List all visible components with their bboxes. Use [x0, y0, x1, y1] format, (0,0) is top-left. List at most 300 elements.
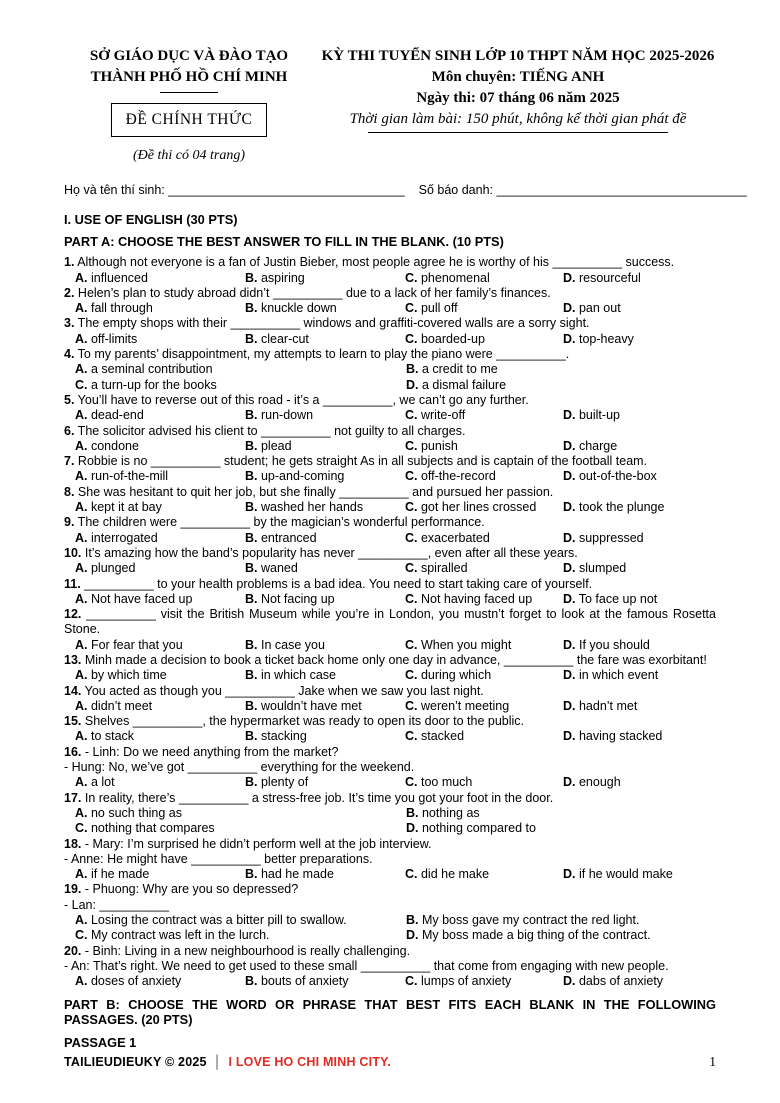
answer-option [245, 301, 405, 316]
footer-slogan: I LOVE HO CHI MINH CITY. [228, 1055, 391, 1069]
question-item [64, 485, 716, 516]
answer-option [563, 668, 716, 683]
option-text: nothing as [418, 805, 480, 820]
question-item [64, 515, 716, 546]
question-stem-text: __________ visit the British Museum while you’re in London, you mustn’t forget to look at the famous Rosetta Stone. [64, 607, 716, 637]
option-letter: A. [75, 591, 88, 606]
answer-option [406, 821, 716, 836]
answer-option [75, 729, 245, 744]
option-letter: C. [405, 974, 418, 989]
option-letter: C. [405, 438, 418, 453]
answer-option [405, 867, 563, 882]
option-letter: B. [245, 775, 258, 790]
option-text: a turn-up for the books [87, 377, 217, 392]
answer-option [405, 974, 563, 989]
question-number: 7. [64, 454, 75, 469]
answer-option [406, 362, 716, 377]
question-stem-text: Helen’s plan to study abroad didn’t __________ due to a lack of her family’s finances. [74, 285, 551, 300]
option-text: took the plunge [575, 500, 665, 515]
answer-option [406, 913, 716, 928]
answer-option [75, 301, 245, 316]
question-number: 16. [64, 744, 82, 759]
option-letter: C. [405, 561, 418, 576]
authority-line1: SỞ GIÁO DỤC VÀ ĐÀO TẠO [89, 48, 289, 64]
answer-option [406, 378, 716, 393]
option-text: plenty of [257, 775, 309, 790]
option-text: charge [575, 438, 618, 453]
footer-brand: TAILIEUDIEUKY © 2025 [64, 1055, 207, 1069]
question-number: 12. [64, 607, 82, 622]
option-letter: B. [245, 637, 258, 652]
answer-option [563, 561, 716, 576]
option-text: run-down [257, 408, 314, 423]
option-text: My boss made a big thing of the contract. [418, 928, 651, 943]
option-text: to stack [87, 729, 135, 744]
option-text: exacerbated [417, 530, 490, 545]
question-item [64, 454, 716, 485]
answer-option [563, 439, 716, 454]
exam-subject: Môn chuyên: TIẾNG ANH [431, 69, 605, 85]
options-grid [75, 500, 716, 515]
answer-option [405, 668, 563, 683]
answer-option [563, 271, 716, 286]
option-text: off-limits [87, 331, 138, 346]
authority-line2: THÀNH PHỐ HỒ CHÍ MINH [90, 69, 288, 85]
options-grid [75, 775, 716, 790]
option-letter: A. [75, 270, 88, 285]
answer-option [405, 699, 563, 714]
option-text: For fear that you [87, 637, 183, 652]
question-number: 9. [64, 515, 75, 530]
answer-option [563, 332, 716, 347]
answer-option [405, 332, 563, 347]
question-stem [64, 454, 716, 469]
options-grid [75, 806, 716, 837]
candidate-name-label: Họ và tên thí sinh: [64, 183, 165, 198]
question-stem-text: You’ll have to reverse out of this road - it’s a __________, we can’t go any further. [74, 392, 529, 407]
answer-option [563, 531, 716, 546]
question-stem-text: - Phuong: Why are you so depressed? [81, 882, 299, 897]
option-text: top-heavy [575, 331, 634, 346]
answer-option [245, 592, 405, 607]
question-stem [64, 577, 716, 592]
question-item [64, 316, 716, 347]
answer-option [245, 775, 405, 790]
option-text: fall through [87, 301, 153, 316]
option-text: entranced [257, 530, 317, 545]
question-number: 20. [64, 943, 82, 958]
answer-option [563, 867, 716, 882]
question-stem [64, 347, 716, 362]
answer-option [75, 638, 245, 653]
option-text: if he would make [575, 867, 673, 882]
question-number: 3. [64, 316, 75, 331]
candidate-name-blank: __________________________________ [168, 183, 405, 198]
option-letter: C. [405, 729, 418, 744]
option-text: off-the-record [417, 469, 496, 484]
question-number: 19. [64, 882, 82, 897]
question-stem-text: She was hesitant to quit her job, but she finally __________ and pursued her passion. [74, 484, 554, 499]
question-item [64, 577, 716, 608]
option-text: knuckle down [257, 301, 337, 316]
option-text: had he made [257, 867, 334, 882]
answer-option [245, 668, 405, 683]
option-text: no such thing as [87, 805, 183, 820]
question-stem [64, 745, 716, 760]
option-text: by which time [87, 668, 167, 683]
questions-list [64, 255, 716, 989]
answer-option [75, 806, 406, 821]
options-grid [75, 362, 716, 393]
answer-option [75, 362, 406, 377]
answer-option [75, 867, 245, 882]
option-letter: D. [406, 821, 419, 836]
answer-option [563, 729, 716, 744]
option-letter: D. [563, 591, 576, 606]
option-letter: C. [405, 530, 418, 545]
options-grid [75, 867, 716, 882]
options-grid [75, 561, 716, 576]
answer-option [75, 378, 406, 393]
option-letter: C. [75, 821, 88, 836]
option-letter: D. [563, 867, 576, 882]
answer-option [563, 469, 716, 484]
answer-option [75, 775, 245, 790]
option-letter: A. [75, 637, 88, 652]
option-text: stacking [257, 729, 307, 744]
options-grid [75, 974, 716, 989]
option-text: wouldn’t have met [257, 698, 362, 713]
option-text: plunged [87, 561, 136, 576]
option-letter: A. [75, 867, 88, 882]
option-text: aspiring [257, 270, 305, 285]
option-text: When you might [417, 637, 512, 652]
option-text: in which event [575, 668, 659, 683]
header-right-divider [368, 132, 668, 133]
question-stem [64, 653, 716, 668]
question-item [64, 714, 716, 745]
dialogue-line: - Lan: __________ [64, 897, 169, 912]
option-text: did he make [417, 867, 490, 882]
option-letter: C. [405, 331, 418, 346]
answer-option [75, 408, 245, 423]
question-stem [64, 944, 716, 959]
option-text: having stacked [575, 729, 663, 744]
options-grid [75, 271, 716, 286]
option-text: nothing that compares [87, 821, 215, 836]
options-grid [75, 638, 716, 653]
option-letter: B. [245, 270, 258, 285]
question-stem-text: Minh made a decision to book a ticket back home only one day in advance, __________ the fare was exorbitant! [81, 653, 707, 667]
question-stem [64, 546, 716, 561]
question-stem-text: - Linh: Do we need anything from the market? [81, 744, 339, 759]
answer-option [75, 668, 245, 683]
question-stem-text: - Mary: I’m surprised he didn’t perform well at the job interview. [81, 836, 432, 851]
option-letter: D. [563, 530, 576, 545]
option-letter: D. [563, 729, 576, 744]
option-text: dabs of anxiety [575, 974, 664, 989]
option-text: in which case [257, 668, 337, 683]
question-stem-text: The children were __________ by the magician’s wonderful performance. [74, 515, 485, 530]
answer-option [75, 271, 245, 286]
options-grid [75, 301, 716, 316]
option-text: influenced [87, 270, 148, 285]
options-grid [75, 439, 716, 454]
answer-option [563, 775, 716, 790]
answer-option [405, 729, 563, 744]
question-stem-text: __________ to your health problems is a bad idea. You need to start taking care of yourself. [80, 576, 593, 591]
option-letter: B. [245, 668, 258, 683]
answer-option [245, 867, 405, 882]
header-left-divider [160, 92, 218, 93]
question-number: 4. [64, 347, 75, 362]
question-stem [64, 424, 716, 439]
option-letter: B. [245, 301, 258, 316]
option-letter: D. [563, 637, 576, 652]
question-item [64, 424, 716, 455]
answer-option [75, 821, 406, 836]
option-letter: D. [563, 561, 576, 576]
option-text: punish [417, 438, 458, 453]
question-item [64, 791, 716, 837]
question-stem [64, 882, 716, 897]
option-letter: A. [75, 775, 88, 790]
option-letter: B. [245, 530, 258, 545]
answer-option [405, 408, 563, 423]
answer-option [406, 928, 716, 943]
option-text: kept it at bay [87, 500, 162, 515]
option-letter: C. [405, 698, 418, 713]
options-grid [75, 668, 716, 683]
exam-title-block [314, 46, 716, 133]
question-stem [64, 714, 716, 729]
question-number: 18. [64, 836, 82, 851]
option-letter: A. [75, 301, 88, 316]
option-text: enough [575, 775, 621, 790]
question-item [64, 546, 716, 577]
answer-option [245, 699, 405, 714]
option-letter: A. [75, 668, 88, 683]
option-letter: B. [245, 500, 258, 515]
option-text: washed her hands [257, 500, 364, 515]
section-title: I. USE OF ENGLISH (30 PTS) [64, 212, 238, 228]
question-stem [64, 684, 716, 699]
option-text: plead [257, 438, 292, 453]
answer-option [563, 974, 716, 989]
answer-option [75, 332, 245, 347]
option-letter: C. [75, 928, 88, 943]
passage-1-label: PASSAGE 1 [64, 1034, 137, 1050]
answer-option [75, 561, 245, 576]
page-number: 1 [709, 1054, 716, 1069]
option-text: run-of-the-mill [87, 469, 169, 484]
page-footer [64, 1054, 716, 1070]
question-stem [64, 286, 716, 301]
option-letter: A. [75, 362, 88, 377]
question-stem-text: The solicitor advised his client to __________ not guilty to all charges. [74, 423, 466, 438]
option-letter: D. [563, 469, 576, 484]
option-letter: A. [75, 530, 88, 545]
answer-option [405, 271, 563, 286]
answer-option [75, 439, 245, 454]
candidate-id-blank: ____________________________________ [496, 183, 747, 198]
option-letter: C. [405, 270, 418, 285]
answer-option [406, 806, 716, 821]
question-stem-text: You acted as though you __________ Jake when we saw you last night. [81, 683, 484, 698]
option-letter: A. [75, 331, 88, 346]
answer-option [75, 592, 245, 607]
option-text: interrogated [87, 530, 158, 545]
option-letter: A. [75, 408, 88, 423]
answer-option [75, 469, 245, 484]
option-letter: B. [245, 561, 258, 576]
question-stem-text: Shelves __________, the hypermarket was ready to open its door to the public. [81, 714, 525, 729]
dialogue-line: - Anne: He might have __________ better preparations. [64, 851, 373, 866]
question-stem [64, 607, 716, 638]
exam-date: Ngày thi: 07 tháng 06 năm 2025 [416, 90, 620, 106]
option-letter: D. [563, 408, 576, 423]
official-exam-stamp: ĐỀ CHÍNH THỨC [111, 103, 268, 137]
option-text: pull off [417, 301, 458, 316]
option-letter: A. [75, 729, 88, 744]
answer-option [75, 913, 406, 928]
answer-option [75, 531, 245, 546]
question-stem [64, 316, 716, 331]
dialogue-line: - An: That’s right. We need to get used to these small __________ that come from engaging with new people. [64, 958, 669, 973]
option-text: Losing the contract was a bitter pill to swallow. [87, 913, 347, 928]
page-count-note: (Đề thi có 04 trang) [133, 147, 245, 163]
answer-option [405, 301, 563, 316]
candidate-id-group [419, 183, 747, 197]
options-grid [75, 729, 716, 744]
question-number: 11. [64, 576, 81, 591]
answer-option [563, 301, 716, 316]
option-text: waned [257, 561, 298, 576]
question-item [64, 653, 716, 684]
option-letter: B. [245, 867, 258, 882]
option-text: a credit to me [418, 362, 498, 377]
option-letter: D. [406, 928, 419, 943]
option-letter: D. [563, 668, 576, 683]
question-number: 13. [64, 653, 82, 667]
answer-option [245, 729, 405, 744]
question-stem [64, 485, 716, 500]
option-letter: C. [405, 591, 418, 606]
option-letter: D. [563, 331, 576, 346]
option-letter: B. [245, 408, 258, 423]
option-letter: C. [405, 775, 418, 790]
document-header [64, 46, 716, 165]
option-text: nothing compared to [418, 821, 536, 836]
answer-option [245, 271, 405, 286]
question-number: 1. [64, 255, 75, 270]
option-text: pan out [575, 301, 621, 316]
question-stem-text: - Binh: Living in a new neighbourhood is really challenging. [81, 943, 411, 958]
question-stem [64, 837, 716, 852]
option-letter: C. [405, 867, 418, 882]
question-number: 10. [64, 545, 82, 560]
option-text: lumps of anxiety [417, 974, 512, 989]
option-letter: B. [406, 362, 419, 377]
option-text: suppressed [575, 530, 644, 545]
option-text: up-and-coming [257, 469, 345, 484]
option-text: My contract was left in the lurch. [87, 928, 270, 943]
option-text: during which [417, 668, 492, 683]
option-text: condone [87, 438, 139, 453]
option-text: doses of anxiety [87, 974, 182, 989]
option-text: In case you [257, 637, 325, 652]
question-stem [64, 255, 716, 270]
option-letter: B. [245, 698, 258, 713]
exam-duration: Thời gian làm bài: 150 phút, không kể thời gian phát đề [349, 111, 687, 127]
question-stem [64, 791, 716, 806]
option-text: stacked [417, 729, 465, 744]
option-letter: C. [405, 500, 418, 515]
option-letter: D. [563, 974, 576, 989]
part-b-title: PART B: CHOOSE THE WORD OR PHRASE THAT BEST FITS EACH BLANK IN THE FOLLOWING PASSAGES. (20 PTS) [64, 996, 716, 1027]
option-letter: A. [75, 438, 88, 453]
dialogue-line: - Hung: No, we’ve got __________ everything for the weekend. [64, 760, 415, 775]
option-letter: B. [406, 805, 419, 820]
option-letter: C. [75, 377, 88, 392]
part-a-title: PART A: CHOOSE THE BEST ANSWER TO FILL IN THE BLANK. (10 PTS) [64, 234, 504, 250]
exam-title: KỲ THI TUYỂN SINH LỚP 10 THPT NĂM HỌC 2025-2026 [321, 48, 715, 64]
option-letter: D. [563, 698, 576, 713]
answer-option [245, 332, 405, 347]
footer-separator: │ [213, 1055, 222, 1069]
answer-option [75, 974, 245, 989]
option-letter: A. [75, 698, 88, 713]
option-text: resourceful [575, 270, 641, 285]
question-item [64, 745, 716, 791]
option-text: My boss gave my contract the red light. [418, 913, 640, 928]
answer-option [245, 561, 405, 576]
options-grid [75, 469, 716, 484]
option-text: Not facing up [257, 591, 335, 606]
option-text: Not have faced up [87, 591, 193, 606]
option-text: hadn’t met [575, 698, 638, 713]
question-stem [64, 393, 716, 408]
answer-option [405, 775, 563, 790]
question-stem [64, 515, 716, 530]
option-letter: D. [563, 438, 576, 453]
option-text: phenomenal [417, 270, 490, 285]
question-item [64, 944, 716, 990]
answer-option [405, 500, 563, 515]
option-letter: A. [75, 974, 88, 989]
option-text: If you should [575, 637, 650, 652]
answer-option [405, 638, 563, 653]
answer-option [245, 974, 405, 989]
question-item [64, 607, 716, 653]
option-letter: B. [245, 729, 258, 744]
option-letter: B. [245, 591, 258, 606]
option-text: out-of-the-box [575, 469, 657, 484]
question-number: 15. [64, 714, 82, 729]
question-item [64, 255, 716, 286]
option-text: a dismal failure [418, 377, 507, 392]
answer-option [75, 500, 245, 515]
option-letter: C. [405, 469, 418, 484]
answer-option [245, 469, 405, 484]
option-letter: A. [75, 469, 88, 484]
option-text: bouts of anxiety [257, 974, 349, 989]
option-text: spiralled [417, 561, 468, 576]
question-number: 14. [64, 683, 82, 698]
options-grid [75, 699, 716, 714]
option-text: weren’t meeting [417, 698, 510, 713]
answer-option [405, 561, 563, 576]
